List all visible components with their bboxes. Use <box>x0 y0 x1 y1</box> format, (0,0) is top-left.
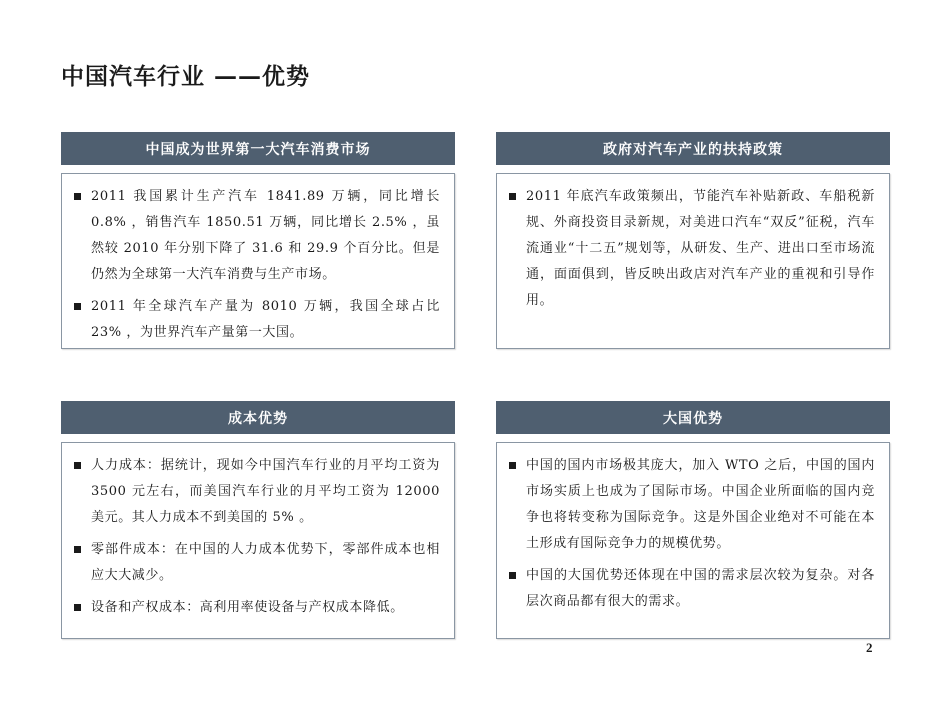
square-bullet-icon <box>74 604 81 611</box>
panel-header: 政府对汽车产业的扶持政策 <box>496 132 890 165</box>
bullet-text: 人力成本：据统计，现如今中国汽车行业的月平均工资为 3500 元左右，而美国汽车行业的月平均工资为 12000 美元。其人力成本不到美国的 5% 。 <box>91 458 440 525</box>
bullet-text: 设备和产权成本：高利用率使设备与产权成本降低。 <box>91 600 404 615</box>
square-bullet-icon <box>509 572 516 579</box>
panel-header: 大国优势 <box>496 401 890 434</box>
square-bullet-icon <box>74 462 81 469</box>
bullet-text: 零部件成本：在中国的人力成本优势下，零部件成本也相应大大减少。 <box>91 542 440 583</box>
panel-cost-advantage <box>61 401 455 639</box>
panel-body <box>61 173 455 349</box>
bullet-item <box>507 563 875 615</box>
panel-body <box>61 442 455 639</box>
slide-title: 中国汽车行业 ——优势 <box>61 63 311 90</box>
square-bullet-icon <box>74 303 81 310</box>
panel-large-country-advantage <box>496 401 890 639</box>
bullet-text: 2011 年全球汽车产量为 8010 万辆，我国全球占比 23% ，为世界汽车产量第一大国。 <box>91 299 440 340</box>
panel-body <box>496 442 890 639</box>
bullet-text: 中国的大国优势还体现在中国的需求层次较为复杂。对各层次商品都有很大的需求。 <box>526 568 875 609</box>
panel-body <box>496 173 890 349</box>
panel-consumer-market <box>61 132 455 349</box>
bullet-text: 2011 我国累计生产汽车 1841.89 万辆，同比增长 0.8% ，销售汽车 1850.51 万辆，同比增长 2.5% ，虽然较 2010 年分别下降了 31.6 和 29.9 个百分比。但是仍然为全球第一大汽车消费与生产市场。 <box>91 189 440 282</box>
bullet-item <box>72 294 440 346</box>
bullet-item <box>72 537 440 589</box>
bullet-text: 中国的国内市场极其庞大，加入 WTO 之后，中国的国内市场实质上也成为了国际市场。中国企业所面临的国内竞争也将转变称为国际竞争。这是外国企业绝对不可能在本土形成有国际竞争力的规模优势。 <box>526 458 875 551</box>
panel-government-policy <box>496 132 890 349</box>
page-number: 2 <box>866 640 873 655</box>
square-bullet-icon <box>74 193 81 200</box>
bullet-item <box>72 453 440 531</box>
bullet-text: 2011 年底汽车政策频出，节能汽车补贴新政、车船税新规、外商投资目录新规，对美进口汽车“双反”征税，汽车流通业“十二五”规划等，从研发、生产、进出口至市场流通，面面俱到，皆反映出政店对汽车产业的重视和引导作用。 <box>526 189 875 308</box>
bullet-item <box>507 453 875 557</box>
bullet-item <box>72 595 440 621</box>
square-bullet-icon <box>509 193 516 200</box>
square-bullet-icon <box>74 546 81 553</box>
panel-header: 成本优势 <box>61 401 455 434</box>
panel-header: 中国成为世界第一大汽车消费市场 <box>61 132 455 165</box>
bullet-item <box>507 184 875 314</box>
bullet-item <box>72 184 440 288</box>
square-bullet-icon <box>509 462 516 469</box>
